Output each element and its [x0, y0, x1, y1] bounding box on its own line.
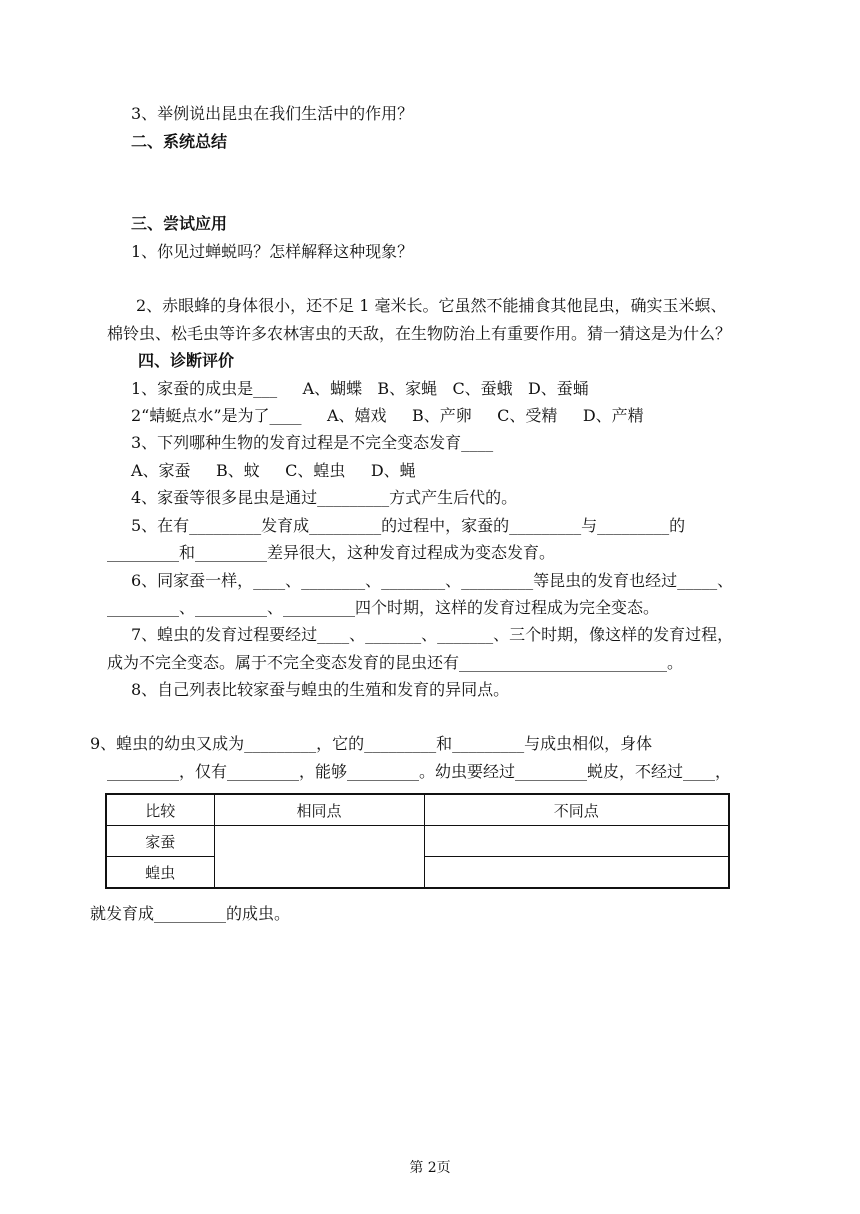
text-line: 9、蝗虫的幼虫又成为_________，它的_________和_________与成虫相似，身体	[90, 734, 653, 753]
table-header-cell: 不同点	[424, 794, 729, 826]
table-header-cell: 相同点	[214, 794, 424, 826]
text-line: 6、同家蚕一样，____、________、________、_________等昆虫的发育也经过_____、	[131, 571, 734, 590]
text-line: 2、赤眼蜂的身体很小，还不足 1 毫米长。它虽然不能捕食其他昆虫，确实玉米螟、	[136, 296, 727, 315]
table-row	[106, 826, 729, 857]
text-line: 4、家蚕等很多昆虫是通过_________方式产生后代的。	[131, 488, 518, 507]
table-header-cell: 比较	[106, 794, 214, 826]
section-heading: 四、诊断评价	[138, 351, 235, 370]
table-cell-same-points[interactable]	[214, 826, 424, 889]
text-line: _________，仅有_________，能够_________。幼虫要经过_________蜕皮，不经过____，	[107, 762, 732, 781]
text-line: 2“蜻蜓点水”是为了____ A、嬉戏 B、产卵 C、受精 D、产精	[131, 406, 644, 425]
section-heading: 二、系统总结	[131, 132, 228, 151]
text-line: _________和_________差异很大，这种发育过程成为变态发育。	[107, 543, 556, 562]
text-line: 8、自己列表比较家蚕与蝗虫的生殖和发育的异同点。	[131, 680, 510, 699]
text-line: 5、在有_________发育成_________的过程中，家蚕的_________与_________的	[131, 516, 686, 535]
text-line: 1、你见过蝉蜕吗？怎样解释这种现象？	[131, 242, 414, 261]
table-row-label: 家蚕	[106, 826, 214, 857]
text-line: 3、举例说出昆虫在我们生活中的作用？	[131, 104, 414, 123]
page-number: 第 2页	[409, 1160, 451, 1176]
text-line: 3、下列哪种生物的发育过程是不完全变态发育____	[131, 433, 494, 452]
table-cell-different-points[interactable]	[424, 826, 729, 857]
text-line: 棉铃虫、松毛虫等许多农林害虫的天敌，在生物防治上有重要作用。猜一猜这是为什么？	[107, 324, 732, 343]
text-line: _________、_________、_________四个时期，这样的发育过程成为完全变态。	[107, 598, 660, 617]
text-line: 1、家蚕的成虫是___ A、蝴蝶 B、家蝇 C、蚕蛾 D、蚕蛹	[131, 379, 589, 398]
section-heading: 三、尝试应用	[131, 214, 228, 233]
comparison-table	[105, 793, 730, 889]
text-line: 7、蝗虫的发育过程要经过____、_______、_______、三个时期，像这样的发育过程，	[131, 625, 734, 644]
table-row-label: 蝗虫	[106, 857, 214, 889]
table-header-row	[106, 794, 729, 826]
text-line: 就发育成_________的成虫。	[90, 904, 291, 923]
text-line: 成为不完全变态。属于不完全变态发育的昆虫还有__________________________。	[107, 653, 684, 672]
table-cell-different-points[interactable]	[424, 857, 729, 889]
text-line: A、家蚕 B、蚊 C、蝗虫 D、蝇	[131, 461, 416, 480]
